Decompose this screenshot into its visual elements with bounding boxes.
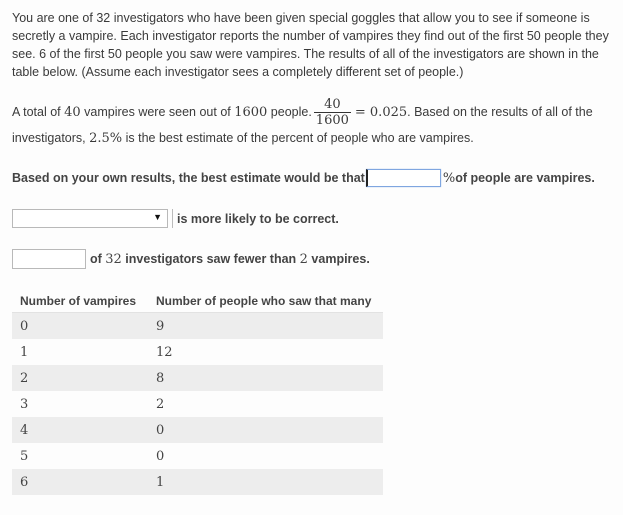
investigator-count-input[interactable]	[12, 249, 86, 269]
q3-text: vampires.	[307, 251, 370, 266]
table-row	[12, 443, 383, 469]
total-people: 1600	[234, 104, 268, 120]
table-row	[12, 365, 383, 391]
percent-sign: %	[442, 170, 456, 186]
fraction-result: = 0.025	[354, 104, 408, 120]
summary-text: people.	[267, 104, 312, 119]
vampires-cell: 3	[20, 396, 29, 412]
estimate-select-dropdown[interactable]	[12, 209, 168, 228]
vampires-cell: 5	[20, 448, 29, 464]
summary-text: A total of	[12, 104, 65, 119]
question3-label	[90, 252, 370, 267]
results-table	[12, 290, 383, 495]
table-row	[12, 313, 383, 340]
total-vampires: 40	[64, 104, 81, 120]
own-estimate-input[interactable]	[366, 169, 441, 187]
question-more-likely	[12, 209, 339, 228]
intro-paragraph: You are one of 32 investigators who have been given special goggles that allow you to see if someone is secretly a vampire. Each investigator reports the number of vampires they find out of the first 50 people they see. 6 of the first 50 people you saw were vampires. The results of all of the investigators are shown in the table below. (Assume each investigator sees a completely different set of people.)	[12, 11, 609, 79]
vampire-threshold: 2	[299, 251, 308, 267]
investigator-total: 32	[105, 251, 122, 267]
question-fewer-than	[12, 249, 370, 269]
vampires-cell: 6	[12, 469, 148, 495]
q3-text: of	[90, 251, 106, 266]
chevron-down-icon[interactable]: ▼	[153, 212, 162, 222]
people-cell: 0	[156, 448, 165, 464]
fraction	[314, 97, 351, 128]
question1-suffix: of people are vampires.	[455, 171, 595, 185]
question-own-estimate	[12, 169, 595, 187]
people-cell: 8	[148, 365, 383, 391]
vampires-cell: 4	[12, 417, 148, 443]
table-header-row	[12, 290, 383, 313]
vampires-cell: 0	[12, 313, 148, 340]
fraction-numerator: 40	[314, 97, 351, 113]
table-row	[12, 339, 383, 365]
summary-text: vampires were seen out of	[80, 104, 235, 119]
divider	[172, 209, 173, 228]
fraction-denominator: 1600	[315, 113, 349, 128]
q3-text: investigators saw fewer than	[121, 251, 300, 266]
question2-label: is more likely to be correct.	[177, 211, 339, 226]
people-cell: 12	[156, 344, 173, 360]
people-cell: 9	[148, 313, 383, 340]
people-cell: 1	[148, 469, 383, 495]
vampires-cell: 2	[12, 365, 148, 391]
people-cell: 0	[148, 417, 383, 443]
header-number-of-people: Number of people who saw that many	[148, 290, 383, 313]
summary-text: . Based on the results of all of the investigators,	[12, 104, 593, 145]
summary-paragraph	[12, 97, 613, 149]
header-number-of-vampires: Number of vampires	[12, 290, 148, 313]
people-cell: 2	[156, 396, 165, 412]
vampires-cell: 1	[20, 344, 29, 360]
table-row	[12, 391, 383, 417]
table-row	[12, 417, 383, 443]
summary-text: is the best estimate of the percent of people who are vampires.	[122, 131, 474, 145]
question1-label: Based on your own results, the best estimate would be that	[12, 171, 365, 185]
table-row	[12, 469, 383, 495]
overall-estimate: 2.5%	[89, 131, 123, 146]
